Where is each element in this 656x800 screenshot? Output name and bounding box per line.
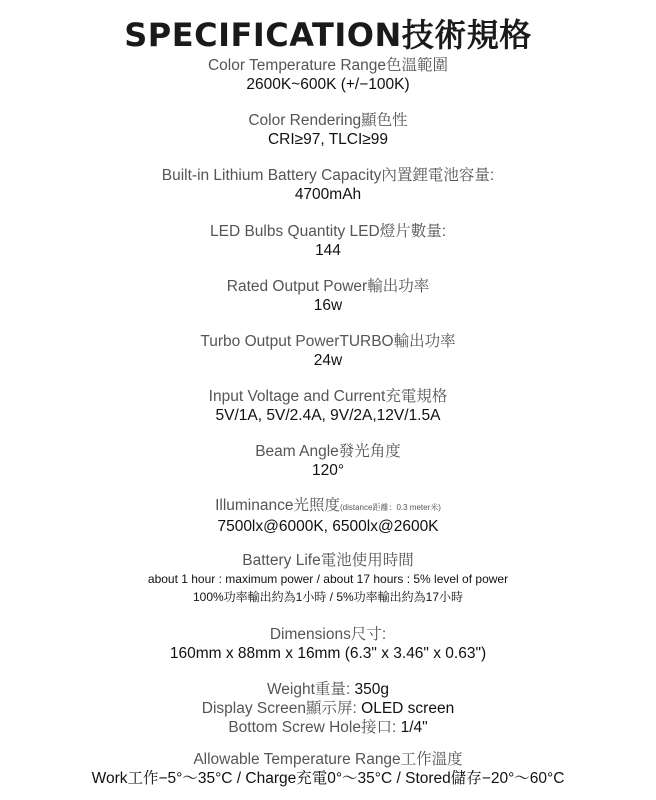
spec-label: Color Temperature Range色溫範圍	[207, 57, 449, 74]
spec-label: Turbo Output PowerTURBO輸出功率	[200, 333, 456, 350]
spec-rated-output-power	[0, 277, 656, 315]
spec-led-quantity	[0, 222, 656, 260]
spec-value: 120°	[311, 462, 345, 479]
spec-value: 16w	[313, 297, 343, 314]
spec-value: OLED screen	[356, 700, 455, 717]
spec-label	[0, 496, 656, 517]
spec-value: 144	[315, 242, 341, 259]
spec-label: Rated Output Power輸出功率	[226, 278, 430, 295]
spec-dimensions	[0, 625, 656, 663]
spec-temperature-range	[0, 750, 656, 788]
spec-label: Bottom Screw Hole接口:	[228, 719, 397, 736]
spec-turbo-output-power	[0, 332, 656, 370]
spec-display-screen	[0, 699, 656, 718]
spec-screw-hole	[0, 718, 656, 737]
spec-value-line-2: 100%功率輸出約為1小時 / 5%功率輸出約為17小時	[192, 590, 464, 604]
spec-value: 2600K~600K (+/−100K)	[246, 76, 410, 93]
spec-value: CRI≥97, TLCI≥99	[267, 131, 389, 148]
spec-weight-display-screw	[0, 680, 656, 737]
spec-label: Weight重量:	[266, 681, 351, 698]
spec-value: 7500lx@6000K, 6500lx@2600K	[217, 518, 439, 535]
spec-label: Color Rendering顯色性	[248, 112, 408, 129]
spec-value-line-1: about 1 hour : maximum power / about 17 hours : 5% level of power	[147, 572, 509, 586]
spec-note: (distance距離：0.3 meter米)	[339, 503, 441, 512]
spec-value: 350g	[350, 681, 390, 698]
spec-beam-angle	[0, 442, 656, 480]
spec-battery-life	[0, 551, 656, 606]
spec-value: Work工作−5°～35°C / Charge充電0°～35°C / Stored儲存−20°～60°C	[91, 770, 565, 787]
spec-label: Built-in Lithium Battery Capacity內置鋰電池容量:	[161, 167, 495, 184]
spec-color-rendering	[0, 111, 656, 149]
spec-value: 24w	[313, 352, 343, 369]
page-title: SPECIFICATION技術規格	[124, 16, 532, 54]
spec-label: Battery Life電池使用時間	[242, 552, 414, 569]
spec-label: Allowable Temperature Range工作溫度	[193, 751, 463, 768]
spec-label: Beam Angle發光角度	[255, 443, 401, 460]
spec-label: Input Voltage and Current充電規格	[208, 388, 448, 405]
spec-label: Dimensions尺寸:	[269, 626, 387, 643]
spec-label: Display Screen顯示屏:	[201, 700, 357, 717]
spec-label: LED Bulbs Quantity LED燈片數量:	[209, 223, 447, 240]
spec-label-text: Illuminance光照度	[215, 497, 340, 514]
spec-illuminance	[0, 496, 656, 536]
spec-color-temperature	[0, 56, 656, 94]
spec-value: 160mm x 88mm x 16mm (6.3" x 3.46" x 0.63")	[169, 645, 487, 662]
spec-value: 5V/1A, 5V/2.4A, 9V/2A,12V/1.5A	[215, 407, 441, 424]
spec-battery-capacity	[0, 166, 656, 204]
spec-value: 4700mAh	[294, 186, 362, 203]
spec-input-voltage	[0, 387, 656, 425]
spec-value: 1/4"	[396, 719, 428, 736]
spec-weight	[0, 680, 656, 699]
